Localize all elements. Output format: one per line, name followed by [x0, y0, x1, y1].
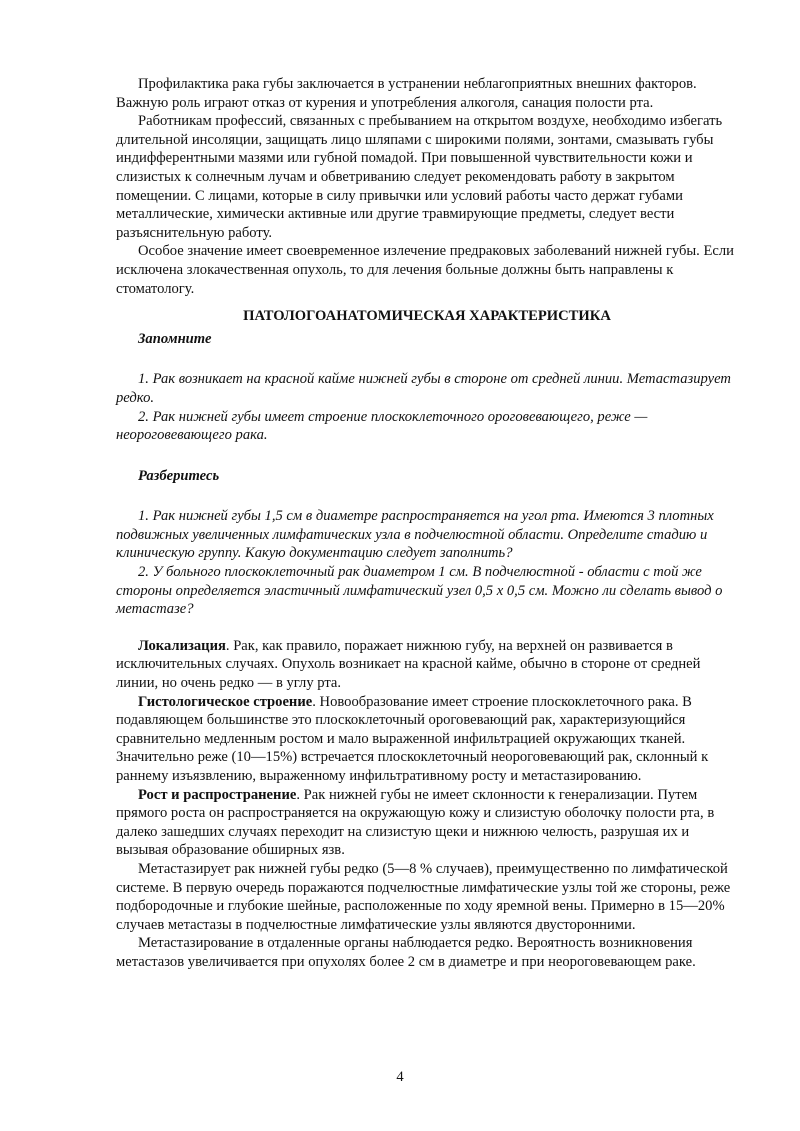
spacer: [116, 619, 738, 637]
page-number: 4: [396, 1069, 404, 1085]
figure-out-item-2: 2. У больного плоскоклеточный рак диаметром 1 см. В подчелюстной - области с той же стороны определяется эластичный лимфатический узел 0,5 х 0,5 см. Можно ли сделать вывод о метастазе?: [116, 564, 723, 618]
paragraph-distant-metastasis: Метастазирование в отдаленные органы наблюдается редко. Вероятность возникновения метастазов увеличивается при опухолях более 2 см в диаметре и при неороговевающем раке.: [116, 935, 696, 970]
remember-item-2: 2. Рак нижней губы имеет строение плоскоклеточного ороговевающего, реже — неороговевающего рака.: [116, 408, 648, 444]
page-content: [116, 75, 738, 972]
paragraph-histology: [116, 693, 738, 786]
paragraph-metastasis: Метастазирует рак нижней губы редко (5—8 % случаев), преимущественно по лимфатической системе. В первую очередь поражаются подчелюстные лимфатические узлы той же стороны, реже подбородочные и глубокие шейные, расположенные по ходу яремной вены. Примерно в 15—20% случаев метастазы в подчелюстные лимфатические узлы являются двусторонними.: [116, 860, 731, 933]
localization-text: . Рак, как правило, поражает нижнюю губу, на верхней он развивается в исключительных случаях. Опухоль возникает на красной кайме, обычно в стороне от средней линии, но очень редко — в углу рта.: [116, 637, 701, 692]
term-growth: Рост и распространение: [138, 786, 297, 803]
paragraph-growth: [116, 786, 738, 860]
figure-out-item-1: 1. Рак нижней губы 1,5 см в диаметре распространяется на угол рта. Имеются 3 плотных подвижных увеличенных лимфатических узла в подчелюстной области. Определите стадию и клиническую группу. Какую документацию следует заполнить?: [116, 508, 714, 562]
paragraph-prophylaxis: Профилактика рака губы заключается в устранении неблагоприятных внешних факторов. Важную роль играют отказ от курения и употребления алкоголя, санация полости рта.: [116, 76, 697, 111]
term-localization: Локализация: [138, 637, 226, 654]
remember-item-1: 1. Рак возникает на красной кайме нижней губы в стороне от средней линии. Метастазирует редко.: [116, 371, 731, 406]
remember-title: Запомните: [138, 330, 212, 347]
section-heading: ПАТОЛОГОАНАТОМИЧЕСКАЯ ХАРАКТЕРИСТИКА: [243, 308, 611, 325]
paragraph-localization: [116, 637, 738, 693]
term-histology: Гистологическое строение: [138, 693, 313, 710]
paragraph-precancer-treatment: Особое значение имеет своевременное излечение предраковых заболеваний нижней губы. Если исключена злокачественная опухоль, то для лечения больные должны быть направлены к стоматологу.: [116, 243, 734, 297]
histology-text: . Новообразование имеет строение плоскоклеточного рака. В подавляющем большинстве это плоскоклеточный ороговевающий рак, характеризующийся сравнительно медленным ростом и мало выраженной инфильтрацией окружающих тканей. Значительно реже (10—15%) встречается плоскоклеточный неороговевающий рак, склонный к раннему изъязвлению, выраженному инфильтративному росту и метастазированию.: [116, 693, 709, 784]
paragraph-outdoor-workers: Работникам профессий, связанных с пребыванием на открытом воздухе, необходимо избегать длительной инсоляции, защищать лицо шляпами с широкими полями, зонтами, смазывать губы индифферентными мазями или губной помадой. При повышенной чувствительности кожи и слизистых к солнечным лучам и обветриванию следует рекомендовать работу в закрытом помещении. С лицами, которые в силу привычки или условий работы часто держат губами металлические, химически активные или другие травмирующие предметы, следует вести разъяснительную работу.: [116, 113, 723, 241]
growth-text: . Рак нижней губы не имеет склонности к генерализации. Путем прямого роста он распространяется на окружающую кожу и слизистую оболочку полости рта, в далеко зашедших случаях переходит на слизистую щеки и нижнюю челюсть, разрушая их и вызывая образование обширных язв.: [116, 786, 715, 859]
figure-out-title: Разберитесь: [138, 467, 220, 484]
spacer: [116, 445, 738, 463]
